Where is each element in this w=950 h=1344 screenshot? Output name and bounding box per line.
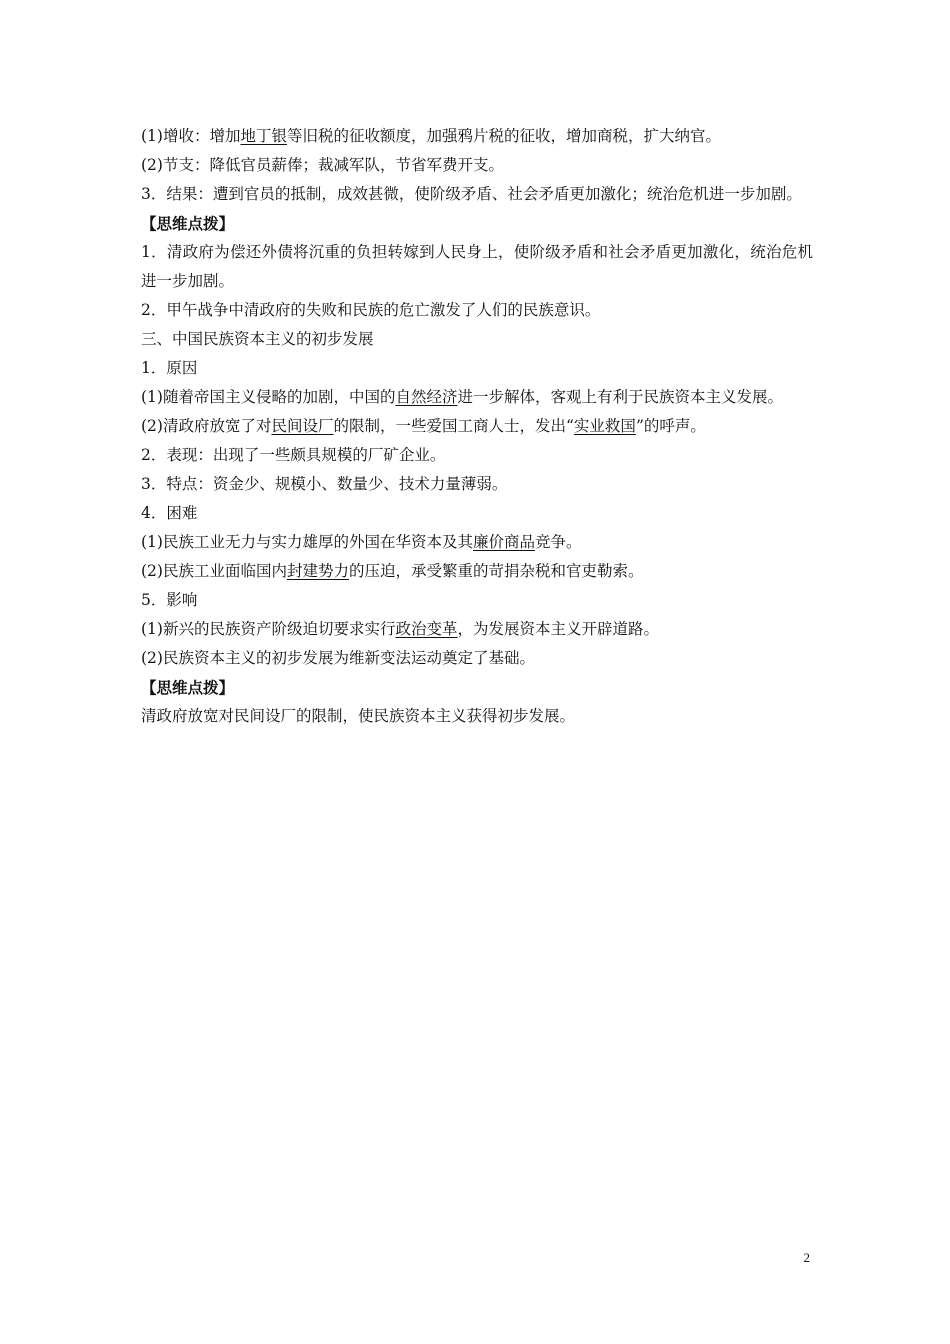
paragraph <box>141 528 813 557</box>
text-run: 的限制，一些爱国工商人士，发出“ <box>333 417 574 435</box>
text-run: (1)增收：增加 <box>141 127 241 145</box>
text-run: 的压迫，承受繁重的苛捐杂税和官吏勒索。 <box>348 562 644 580</box>
paragraph <box>141 151 813 180</box>
text-run: (1)随着帝国主义侵略的加剧，中国的 <box>141 388 396 406</box>
paragraph <box>141 557 813 586</box>
paragraph <box>141 586 813 615</box>
paragraph <box>141 180 813 209</box>
underlined-term: 政治变革 <box>395 620 458 638</box>
underlined-term: 廉价商品 <box>472 533 535 551</box>
paragraph <box>141 441 813 470</box>
paragraph <box>141 499 813 528</box>
paragraph <box>141 122 813 151</box>
text-run: 2．甲午战争中清政府的失败和民族的危亡激发了人们的民族意识。 <box>141 301 601 319</box>
paragraph <box>141 644 813 673</box>
text-run: 【思维点拨】 <box>141 678 235 697</box>
text-run: 1．原因 <box>141 359 198 377</box>
paragraph <box>141 470 813 499</box>
text-run: 2．表现：出现了一些颇具规模的厂矿企业。 <box>141 446 446 464</box>
section-heading <box>141 673 813 702</box>
text-run: 3．结果：遭到官员的抵制，成效甚微，使阶级矛盾、社会矛盾更加激化；统治危机进一步加剧。 <box>141 185 802 203</box>
page-number: 2 <box>803 1250 810 1265</box>
text-run: (2)清政府放宽了对 <box>141 417 272 435</box>
paragraph <box>141 383 813 412</box>
text-run: 三、中国民族资本主义的初步发展 <box>141 330 374 348</box>
underlined-term: 地丁银 <box>240 127 287 145</box>
text-run: 1．清政府为偿还外债将沉重的负担转嫁到人民身上，使阶级矛盾和社会矛盾更加激化，统治危机进一步加剧。 <box>141 243 813 290</box>
text-run: (1)民族工业无力与实力雄厚的外国在华资本及其 <box>141 533 473 551</box>
text-run: 竞争。 <box>534 533 582 551</box>
document-body <box>141 122 813 731</box>
paragraph <box>141 702 813 731</box>
underlined-term: 民间设厂 <box>271 417 334 435</box>
section-heading <box>141 209 813 238</box>
text-run: 5．影响 <box>141 591 198 609</box>
paragraph <box>141 412 813 441</box>
text-run: 3．特点：资金少、规模小、数量少、技术力量薄弱。 <box>141 475 508 493</box>
text-run: (1)新兴的民族资产阶级迫切要求实行 <box>141 620 396 638</box>
text-run: (2)民族资本主义的初步发展为维新变法运动奠定了基础。 <box>141 649 535 667</box>
text-run: (2)民族工业面临国内 <box>141 562 287 580</box>
text-run: 进一步解体，客观上有利于民族资本主义发展。 <box>457 388 783 406</box>
text-run: ，为发展资本主义开辟道路。 <box>457 620 659 638</box>
text-run: 【思维点拨】 <box>141 214 235 233</box>
paragraph <box>141 238 813 296</box>
paragraph <box>141 325 813 354</box>
text-run: ”的呼声。 <box>635 417 706 435</box>
text-run: (2)节支：降低官员薪俸；裁减军队，节省军费开支。 <box>141 156 504 174</box>
text-run: 清政府放宽对民间设厂的限制，使民族资本主义获得初步发展。 <box>141 707 576 725</box>
paragraph <box>141 354 813 383</box>
text-run: 4．困难 <box>141 504 198 522</box>
paragraph <box>141 296 813 325</box>
underlined-term: 自然经济 <box>395 388 458 406</box>
underlined-term: 实业救国 <box>573 417 636 435</box>
paragraph <box>141 615 813 644</box>
underlined-term: 封建势力 <box>286 562 349 580</box>
text-run: 等旧税的征收额度，加强鸦片税的征收，增加商税，扩大纳官。 <box>286 127 721 145</box>
